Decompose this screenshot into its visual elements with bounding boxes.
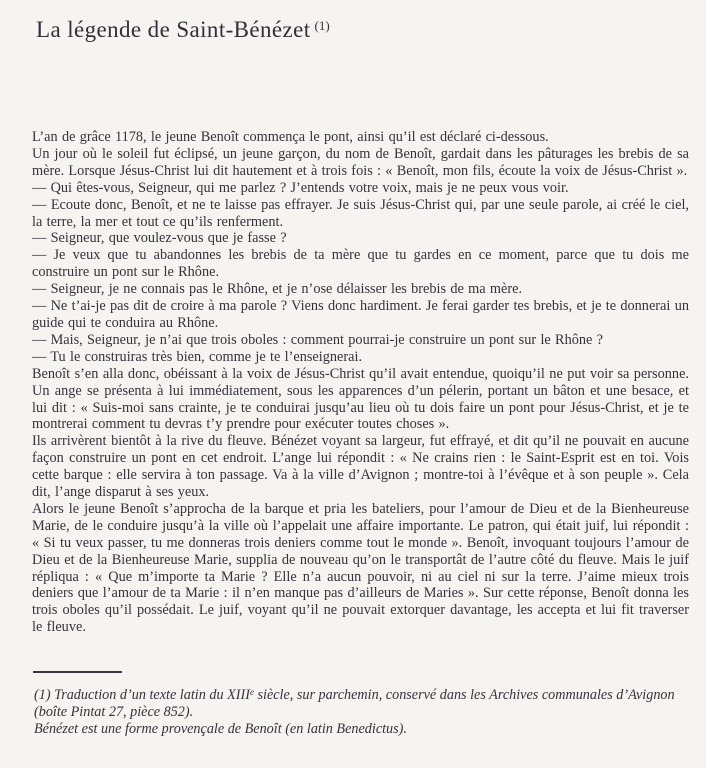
body-paragraph: Alors le jeune Benoît s’approcha de la barque et pria les bateliers, pour l’amour de Dieu et de la Bienheureuse Marie, de le conduire jusqu’à la ville où l’appelait une affaire importante. Le patron, qui était juif, lui répondit : « Si tu veux passer, tu me donneras trois deniers comme tout le monde ». Benoît, invoquant toujours l’amour de Dieu et de la Bienheureuse Marie, supplia de nouveau qu’on le transportât de l’autre côté du fleuve. Mais le juif répliqua : « Que m’importe ta Marie ? Elle n’a aucun pouvoir, ni au ciel ni sur la terre. J’aime mieux trois deniers que l’amour de ta Marie : il n’en manque pas d’ailleurs de Maries ». Sur cette réponse, Benoît donna les trois oboles qu’il possédait. Le juif, voyant qu’il ne pouvait extorquer davantage, les accepta et lui fit traverser le fleuve. [32, 500, 689, 636]
body-paragraph: Ils arrivèrent bientôt à la rive du fleuve. Bénézet voyant sa largeur, fut effrayé, et dit qu’il ne pouvait en aucune façon construire un pont en cet endroit. L’ange lui répondit : « Ne crains rien : le Saint-Esprit est en toi. Vois cette barque : elle servira à ton passage. Va à la ville d’Avignon ; montre-toi à l’évêque et à son peuple ». Cela dit, l’ange disparut à ses yeux. [32, 433, 689, 501]
body-paragraph-dialogue: — Ne t’ai-je pas dit de croire à ma parole ? Viens donc hardiment. Je ferai garder tes brebis, et je te donnerai un guide qui te conduira au Rhône. [32, 298, 689, 331]
body-text [32, 129, 689, 636]
footnote-note-2: Bénézet est une forme provençale de Benoît (en latin Benedictus). [34, 720, 407, 737]
body-paragraph: Un jour où le soleil fut éclipsé, un jeune garçon, du nom de Benoît, gardait dans les pâturages les brebis de sa mère. Lorsque Jésus-Christ lui dit hautement et à trois fois : « Benoît, mon fils, écoute la voix de Jésus-Christ ». [32, 145, 689, 179]
footnote-note-1 [34, 687, 688, 721]
body-paragraph: L’an de grâce 1178, le jeune Benoît commença le pont, ainsi qu’il est déclaré ci-dessous. [32, 129, 549, 145]
body-paragraph-dialogue: — Seigneur, que voulez-vous que je fasse ? [32, 230, 287, 247]
body-paragraph-dialogue: — Je veux que tu abandonnes les brebis de ta mère que tu gardes en ce moment, parce que tu dois me construire un pont sur le Rhône. [32, 247, 689, 281]
footnote [34, 687, 688, 737]
footnote-note-1-text: (1) Traduction d’un texte latin du XIII [34, 687, 250, 703]
footnote-century-superscript: e [249, 687, 254, 697]
body-paragraph-dialogue: — Seigneur, je ne connais pas le Rhône, et je n’ose délaisser les brebis de ma mère. [32, 281, 523, 298]
page-title [36, 17, 330, 43]
body-paragraph: Benoît s’en alla donc, obéissant à la voix de Jésus-Christ qu’il avait entendue, quoiqu’il ne put voir sa personne. Un ange se présenta à lui immédiatement, sous les apparences d’un pélerin, portant un bâton et une besace, et lui dit : « Suis-moi sans crainte, je te conduirai jusqu’au lieu où tu dois faire un pont pour Jésus-Christ, et je te montrerai comment tu devras t’y prendre pour exécuter toutes choses ». [32, 365, 689, 433]
footnote-separator [33, 671, 122, 673]
body-paragraph-dialogue: — Ecoute donc, Benoît, et ne te laisse pas effrayer. Je suis Jésus-Christ qui, par une seule parole, ai créé le ciel, la terre, la mer et tout ce qu’ils renferment. [32, 196, 689, 230]
body-paragraph-dialogue: — Tu le construiras très bien, comme je te l’enseignerai. [32, 348, 363, 365]
title-footnote-reference: (1) [314, 18, 330, 33]
footnote-note-1-text: siècle, sur parchemin, conservé dans les Archives communales d’Avignon (boîte Pintat 27, pièce 852). [34, 687, 675, 720]
page-title-text: La légende de Saint-Bénézet [36, 17, 311, 42]
body-paragraph-dialogue: — Mais, Seigneur, je n’ai que trois oboles : comment pourrai-je construire un pont sur le Rhône ? [32, 331, 604, 348]
body-paragraph-dialogue: — Qui êtes-vous, Seigneur, qui me parlez ? J’entends votre voix, mais je ne peux vous voir. [32, 179, 569, 196]
